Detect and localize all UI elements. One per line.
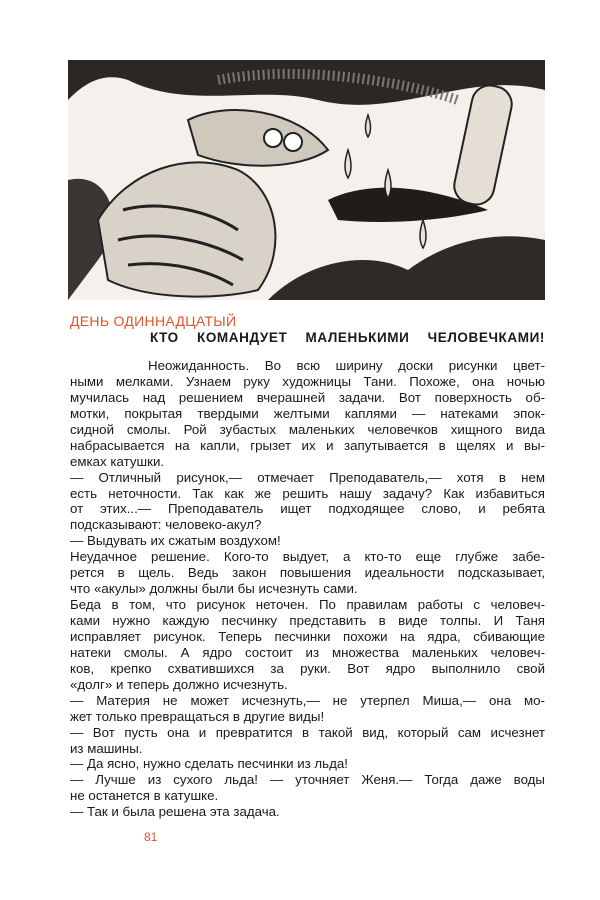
text-line: — Вот пусть она и превратится в такой вид, который сам исчезнет	[70, 724, 545, 740]
text-line: мотки, покрытая твердыми желтыми каплями — натеками эпок-	[70, 405, 545, 421]
chapter-label: ДЕНЬ ОДИННАДЦАТЫЙ	[70, 313, 237, 329]
text-line: — Отличный рисунок,— отмечает Преподаватель,— хотя в нем	[70, 469, 545, 485]
text-line: подсказывают: человеко-акул?	[70, 517, 262, 533]
text-line: жет только превращаться в другие виды!	[70, 708, 325, 724]
text-line: — Так и была решена эта задача.	[70, 804, 280, 820]
text-line: — Да ясно, нужно сделать песчинки из льда!	[70, 756, 348, 772]
text-line: Неудачное решение. Кого-то выдует, а кто-то еще глубже забе-	[70, 549, 545, 565]
text-line: сидной смолы. Рой зубастых маленьких человечков хищного вида	[70, 421, 545, 437]
text-line: рется в щель. Ведь закон повышения идеальности подсказывает,	[70, 565, 545, 581]
page-number: 81	[144, 830, 158, 844]
text-line: есть неточности. Так как же решить нашу задачу? Как избавиться	[70, 485, 545, 501]
text-line: набрасывается на капли, грызет их и запутывается в щелях и вы-	[70, 437, 545, 453]
text-line: ными мелками. Узнаем руку художницы Тани. Похоже, она ночью	[70, 373, 545, 389]
text-line: ков, крепко схватившихся за руки. Вот ядро выполнило свой	[70, 660, 545, 676]
text-line: мучилась над решением вчерашней задачи. Вот поверхность об-	[70, 389, 545, 405]
text-line: исправляет рисунок. Теперь песчинки похожи на ядра, сбивающие	[70, 628, 545, 644]
text-line: из машины.	[70, 740, 143, 756]
text-line: — Лучше из сухого льда! — уточняет Женя.— Тогда даже воды	[70, 772, 545, 788]
text-line: ками нужно каждую песчинку представить в виде толпы. И Таня	[70, 613, 545, 628]
text-line: емках катушки.	[70, 453, 165, 469]
text-line: натеки смолы. А ядро состоит из множества маленьких человеч-	[70, 644, 545, 660]
text-line: Неожиданность. Во всю ширину доски рисунки цвет-	[148, 358, 545, 373]
text-line: — Материя не может исчезнуть,— не утерпел Миша,— она мо-	[70, 692, 545, 708]
text-line: — Выдувать их сжатым воздухом!	[70, 533, 281, 549]
text-line: «долг» и теперь должно исчезнуть.	[70, 676, 288, 692]
text-line: Беда в том, что рисунок неточен. По правилам работы с человеч-	[70, 597, 545, 613]
text-line: от этих...— Преподаватель ищет подходящее слово, и ребята	[70, 501, 545, 517]
text-line: не останется в катушке.	[70, 788, 219, 804]
chapter-title: КТО КОМАНДУЕТ МАЛЕНЬКИМИ ЧЕЛОВЕЧКАМИ!	[150, 330, 545, 345]
illustration-hand-and-drops	[68, 60, 545, 300]
text-line: что «акулы» должны были бы исчезнуть сами.	[70, 581, 358, 597]
body-text	[70, 358, 545, 820]
